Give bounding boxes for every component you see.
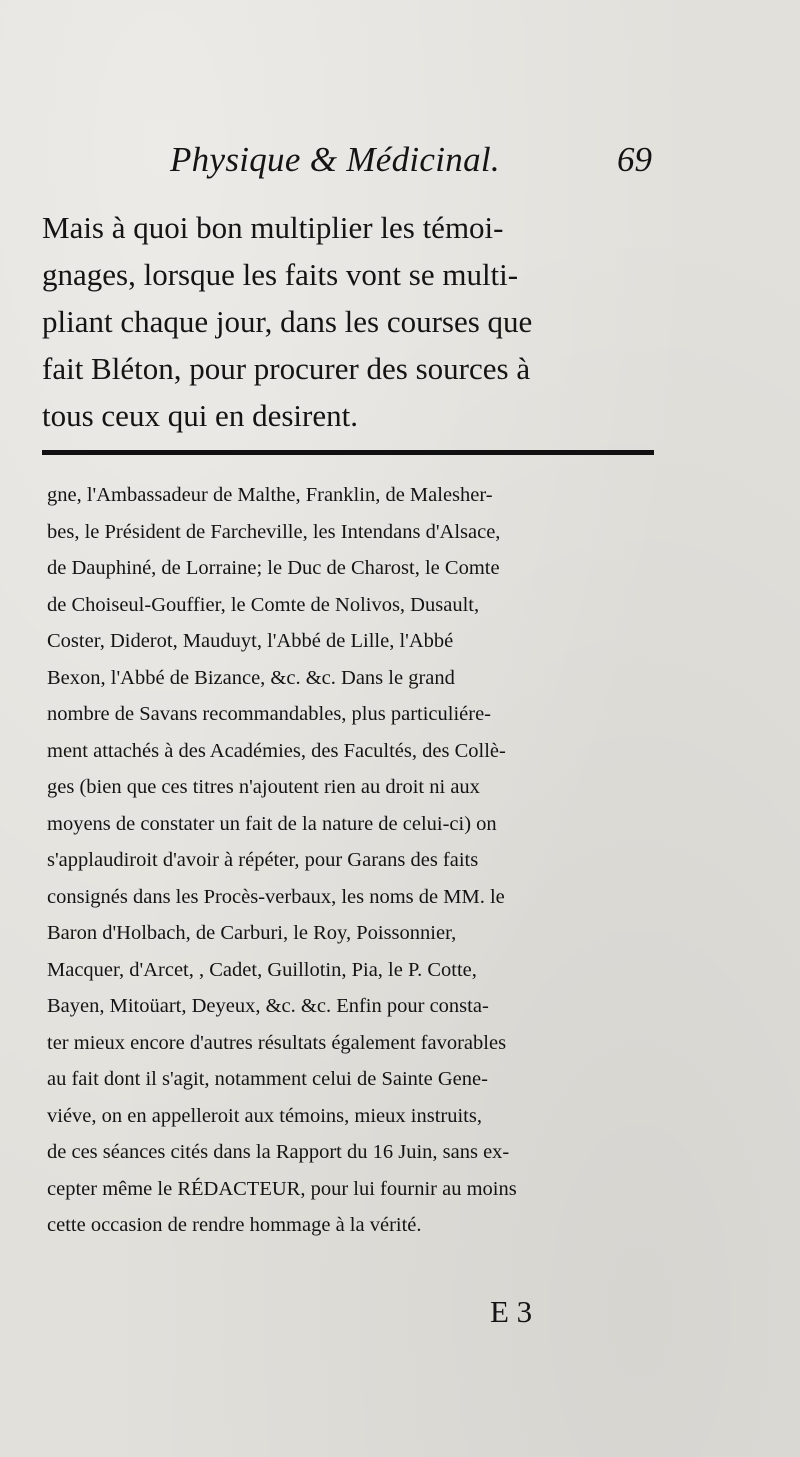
footnote-line: de ces séances cités dans la Rapport du 16 Juin, sans ex- [47,1141,510,1163]
footnote-line: au fait dont il s'agit, notamment celui de Sainte Gene- [47,1068,488,1090]
running-title: Physique & Médicinal. [170,140,500,179]
footnote-line: Bayen, Mitoüart, Deyeux, &c. &c. Enfin pour consta- [47,995,489,1017]
body-line: fait Bléton, pour procurer des sources à [42,351,531,386]
body-paragraph [42,204,654,439]
footnote-line: Baron d'Holbach, de Carburi, le Roy, Poissonnier, [47,922,457,944]
footnote-line: ter mieux encore d'autres résultats également favorables [47,1031,507,1054]
footnote-line: moyens de constater un fait de la nature de celui-ci) on [47,812,497,835]
footnote-line: s'applaudiroit d'avoir à répéter, pour Garans des faits [47,849,479,871]
footnote-line: Bexon, l'Abbé de Bizance, &c. &c. Dans le grand [47,666,455,689]
footnote-line: Macquer, d'Arcet, , Cadet, Guillotin, Pia, le P. Cotte, [47,958,477,981]
footnote-divider [42,450,654,455]
signature-mark: E 3 [490,1294,533,1329]
page-header [170,140,660,190]
footnote-line: viéve, on en appelleroit aux témoins, mieux instruits, [47,1104,482,1127]
footnote-line: ment attachés à des Académies, des Facultés, des Collè- [47,739,506,762]
footnote-line: cepter même le RÉDACTEUR, pour lui fournir au moins [47,1177,517,1200]
body-line: Mais à quoi bon multiplier les témoi- [42,210,504,245]
footnote [47,477,671,1244]
footnote-line: ges (bien que ces titres n'ajoutent rien au droit ni aux [47,776,480,798]
footnote-line: nombre de Savans recommandables, plus particuliére- [47,703,492,725]
page-number: 69 [617,140,652,179]
footnote-line: bes, le Président de Farcheville, les Intendans d'Alsace, [47,520,501,543]
footnote-line: de Dauphiné, de Lorraine; le Duc de Charost, le Comte [47,557,500,579]
body-line: gnages, lorsque les faits vont se multi- [42,257,519,292]
footnote-line: consignés dans les Procès-verbaux, les noms de MM. le [47,885,505,908]
footnote-line: cette occasion de rendre hommage à la vérité. [47,1214,422,1236]
body-line: tous ceux qui en desirent. [42,398,358,433]
footnote-line: de Choiseul-Gouffier, le Comte de Nolivos, Dusault, [47,593,480,616]
body-line: pliant chaque jour, dans les courses que [42,304,533,339]
footnote-line: Coster, Diderot, Mauduyt, l'Abbé de Lille, l'Abbé [47,630,454,652]
footnote-line: gne, l'Ambassadeur de Malthe, Franklin, de Malesher- [47,484,493,506]
